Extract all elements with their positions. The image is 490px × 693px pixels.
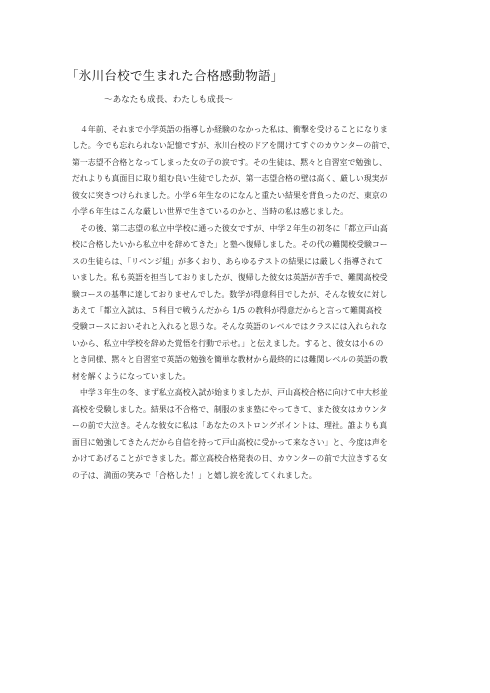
- text-line: いました。私も英語を担当しておりましたが、復帰した彼女は英語が苦手で、難関高校受: [72, 273, 388, 283]
- text-line: 面目に勉強してきたんだから自信を持って戸山高校に受かって来なさい」と、今度は声を: [72, 437, 388, 447]
- paragraph-2: [64, 221, 430, 386]
- text-line: 小学６年生はこんな厳しい世界で生きているのかと、当時の私は感じました。: [72, 207, 349, 217]
- text-line: 高校を受験しました。結果は不合格で、制服のまま塾にやってきて、また彼女はカウンタ: [72, 404, 387, 414]
- text-line: スの生徒らは、「リベンジ組」が多くおり、あらゆるテストの結果には厳しく指導されて: [72, 256, 384, 266]
- text-line: ４年前、それまで小学英語の指導しか経験のなかった私は、衝撃を受けることになりま: [80, 125, 388, 134]
- text-line: 受験コースにおいそれと入れると思うな。そんな英語のレベルではクラスには入れられな: [72, 322, 387, 332]
- text-line: の子は、満面の笑みで「合格した！」と嬉し涙を流してくれました。: [72, 470, 317, 480]
- text-line: ーの前で大泣き。そんな彼女に私は「あなたのストロングポイントは、理社。誰よりも真: [72, 421, 388, 431]
- paragraph-3: [64, 385, 430, 484]
- document-body: [64, 122, 430, 484]
- document-subtitle: ～あなたも成長、わたしも成長～: [104, 95, 233, 105]
- text-line: 中学３年生の冬、まず私立高校入試が始まりましたが、戸山高校合格に向けて中大杉並: [80, 388, 388, 398]
- text-line: その後、第二志望の私立中学校に通った彼女ですが、中学２年生の初冬に「都立戸山高: [80, 223, 388, 233]
- text-line: 第一志望不合格となってしまった女の子の涙です。その生徒は、黙々と自習室で勉強し、: [72, 157, 387, 167]
- text-line: 材を解くようになっていました。: [72, 371, 191, 381]
- text-line: 験コースの基準に達しておりませんでした。数学が得意科目でしたが、そんな彼女に対し: [72, 289, 388, 299]
- text-line: とき同様、黙々と自習室で英語の勉強を簡単な教材から最終的には難関レベルの英語の教: [72, 355, 388, 365]
- paragraph-1: [64, 122, 430, 221]
- document-title: 「氷川台校で生まれた合格感動物語」: [66, 68, 284, 83]
- text-line: した。今でも忘れられない記憶ですが、氷川台校のドアを開けてすぐのカウンターの前で、: [72, 141, 395, 151]
- text-line: かけてあげることができました。都立高校合格発表の日、カウンターの前で大泣きする女: [72, 454, 388, 464]
- text-line: だれよりも真面目に取り組む良い生徒でしたが、第一志望合格の壁は高く、厳しい現実が: [72, 174, 388, 184]
- text-line: いから、私立中学校を辞めた覚悟を行動で示せ。」と伝えました。すると、彼女は小６の: [72, 338, 384, 348]
- text-line: 校に合格したいから私立中を辞めてきた」と塾へ復帰しました。その代の難関校受験コー: [72, 240, 388, 250]
- text-line: 彼女に突きつけられました。小学６年生なのになんと重たい結果を背負ったのだ、東京の: [72, 190, 388, 200]
- text-line: あえて「都立入試は、５科目で戦うんだから 1/5 の教科が得意だからと言って難関高校: [72, 305, 382, 315]
